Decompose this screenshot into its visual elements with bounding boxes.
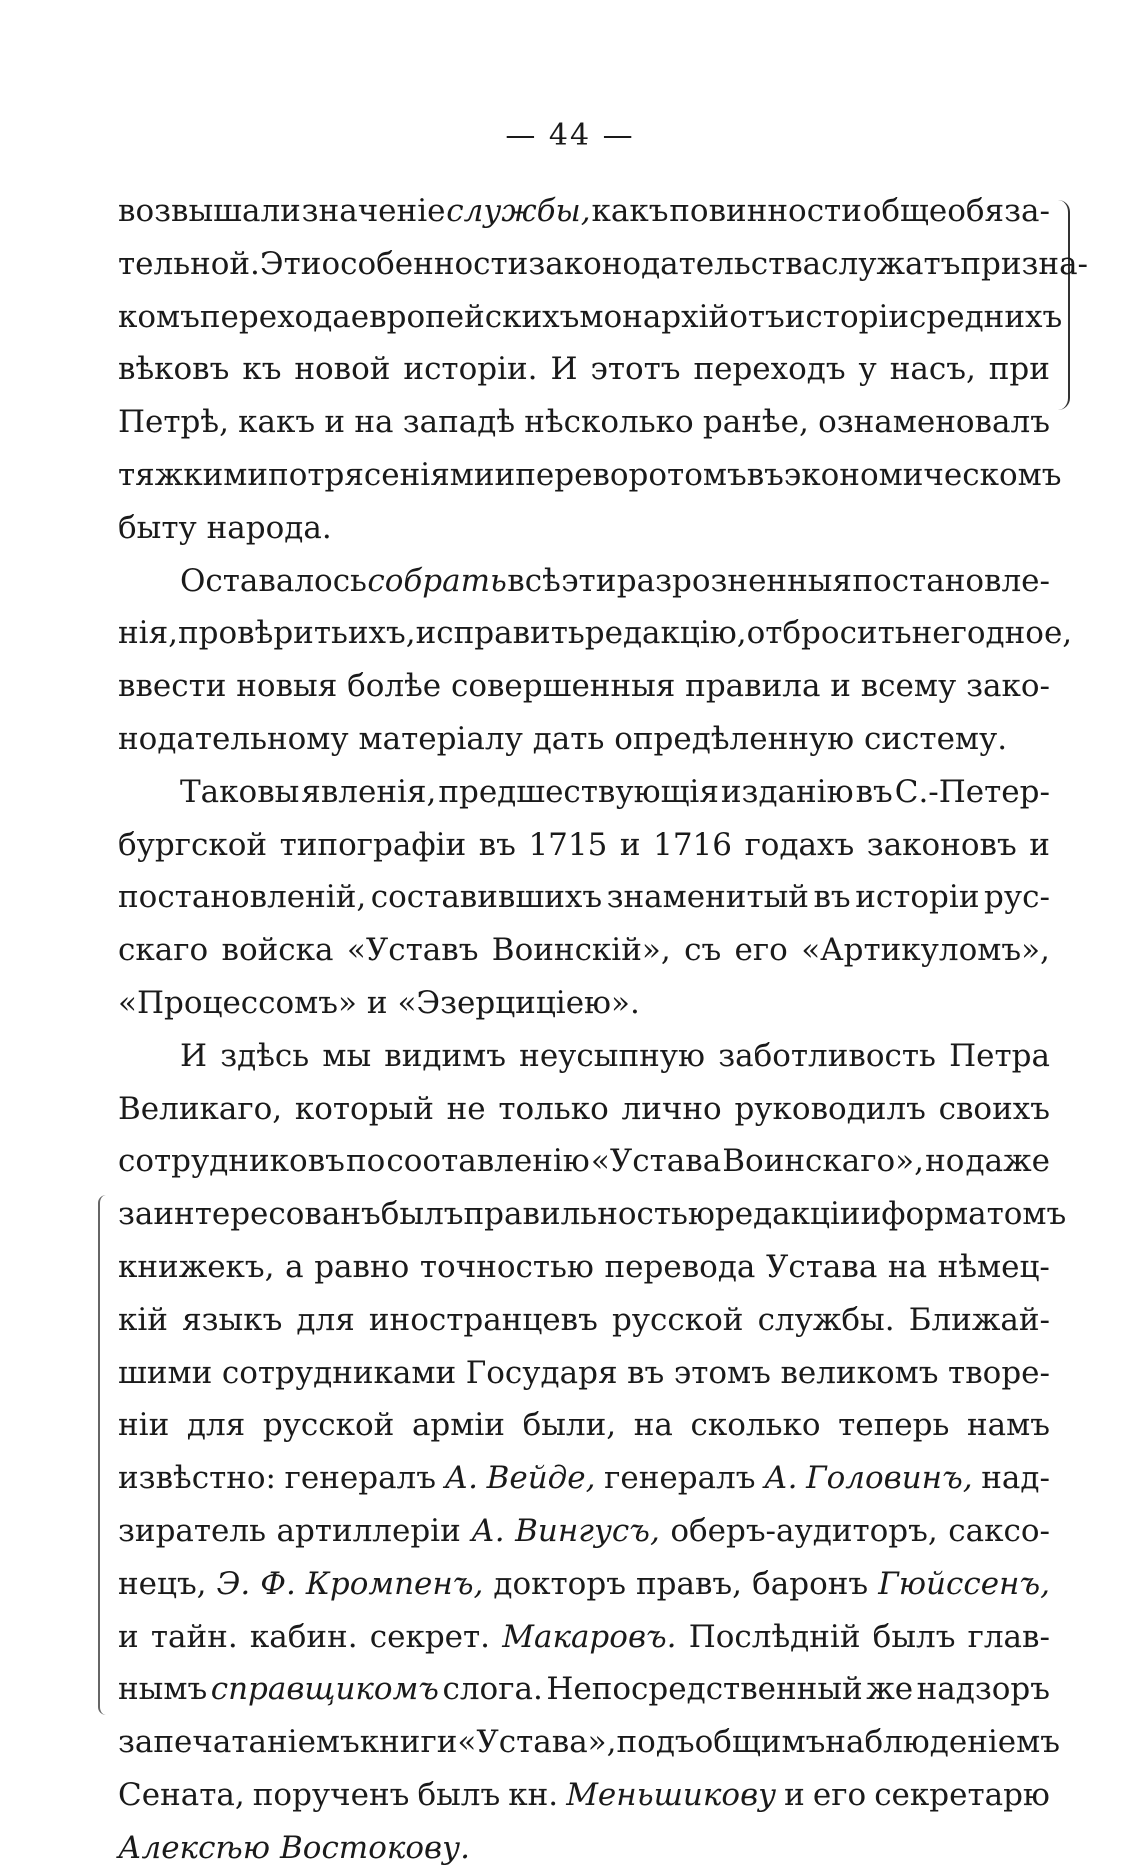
word: заботливость <box>718 1037 936 1074</box>
text-line <box>118 1452 1050 1505</box>
word: на <box>887 1248 928 1285</box>
word: здѣсь <box>220 1037 310 1074</box>
word: извѣстно: <box>118 1460 276 1497</box>
word: А. <box>444 1460 478 1497</box>
word: и <box>619 826 641 863</box>
word: «Артикуломъ», <box>801 932 1050 969</box>
word: Головинъ, <box>806 1460 973 1497</box>
word: «Процессомъ» <box>118 984 357 1021</box>
word: возвышали <box>118 193 301 229</box>
text-line <box>118 343 1050 396</box>
text-line <box>118 977 1050 1030</box>
word: 1715 <box>528 826 608 863</box>
text-line <box>118 502 1050 555</box>
word: Петрѣ, <box>118 404 229 441</box>
word: арміи <box>411 1407 505 1444</box>
word: для <box>296 1301 355 1338</box>
word: «Эзерциціею». <box>397 984 640 1021</box>
word: правъ, <box>635 1565 743 1602</box>
word: общимъ <box>694 1724 826 1761</box>
word: отбросить <box>746 615 912 652</box>
word: былъ <box>417 1776 501 1813</box>
word: творе- <box>948 1354 1050 1391</box>
word: заинтересованъ <box>118 1196 381 1233</box>
text-line <box>118 1611 1050 1664</box>
word: соотавленію <box>386 1143 590 1180</box>
word: оберъ-аудиторъ, <box>670 1512 938 1549</box>
word: систему. <box>864 720 1008 757</box>
word: ранѣе, <box>702 404 809 441</box>
word: въ <box>478 826 516 863</box>
word: ніи <box>118 1407 170 1444</box>
text-line <box>118 871 1050 924</box>
word: экономическомъ <box>783 456 1062 493</box>
word: переходъ <box>693 351 846 388</box>
word: этотъ <box>590 351 681 388</box>
word: кн. <box>508 1776 559 1813</box>
word: законодательства <box>528 245 822 282</box>
word: ввести <box>118 668 227 705</box>
word: Непосредственный <box>546 1671 863 1708</box>
text-line <box>118 291 1063 344</box>
word: его <box>812 1776 867 1813</box>
word: исправить <box>415 615 585 652</box>
word: своихъ <box>938 1090 1050 1127</box>
word: нѣмец- <box>937 1248 1050 1285</box>
word: Устава <box>765 1248 878 1285</box>
word: Сената, <box>118 1776 245 1813</box>
word: перехода <box>199 298 351 335</box>
word: артиллеріи <box>276 1512 461 1549</box>
word: постановленій, <box>118 879 367 916</box>
word: рус- <box>984 879 1050 916</box>
word: новыя <box>236 668 338 705</box>
word: монархій <box>579 298 730 335</box>
text-line <box>118 555 1050 608</box>
word: среднихъ <box>909 298 1063 335</box>
word: исторіи. <box>403 351 538 388</box>
word: Алексѣю <box>118 1829 271 1866</box>
word: совершенныя <box>450 668 676 705</box>
word: по <box>345 1143 386 1180</box>
word: знаменитый <box>606 879 809 916</box>
text-line <box>118 1822 1050 1875</box>
word: быту <box>118 509 197 546</box>
word: ознаменовалъ <box>818 404 1050 441</box>
text-line <box>118 1399 1050 1452</box>
word: форматомъ <box>881 1196 1067 1233</box>
word: сколько <box>690 1407 821 1444</box>
word: порученъ <box>252 1776 410 1813</box>
word: исторіи <box>855 879 980 916</box>
word: Послѣдній <box>688 1618 861 1655</box>
text-line <box>118 660 1050 713</box>
word: разрозненныя <box>616 562 852 599</box>
word: отъ <box>729 298 785 335</box>
word: надзоръ <box>916 1671 1050 1708</box>
text-line <box>118 449 1062 502</box>
word: новой <box>294 351 391 388</box>
word: Гюйссенъ, <box>878 1565 1050 1602</box>
word: и <box>494 456 516 493</box>
word: и <box>366 984 388 1021</box>
word: намъ <box>966 1407 1050 1444</box>
word: слога. <box>442 1671 543 1708</box>
word: явленія, <box>301 773 437 810</box>
word: видимъ <box>384 1037 506 1074</box>
word: и <box>1029 826 1050 863</box>
word: докторъ <box>493 1565 626 1602</box>
word: матеріалу <box>358 720 523 757</box>
word: войска <box>221 932 334 969</box>
word: и <box>860 1196 882 1233</box>
word: нымъ <box>118 1671 208 1708</box>
text-line <box>118 1294 1050 1347</box>
word: редакцію, <box>584 615 747 652</box>
word: провѣрить <box>178 615 348 652</box>
word: ихъ, <box>347 615 416 652</box>
word: а <box>285 1248 304 1285</box>
word: Э. <box>216 1565 251 1602</box>
word: службы. <box>757 1301 895 1338</box>
word: Государя <box>465 1354 618 1391</box>
word: составившихъ <box>370 879 603 916</box>
word: Ф. <box>260 1565 296 1602</box>
word: не <box>446 1090 486 1127</box>
word: къ <box>242 351 282 388</box>
word: служатъ <box>821 245 961 282</box>
word: особенности <box>321 245 529 282</box>
word: даже <box>965 1143 1050 1180</box>
text-line <box>118 1241 1050 1294</box>
body-text <box>118 185 1089 1875</box>
word: Востокову. <box>280 1829 470 1866</box>
word: равно <box>314 1248 410 1285</box>
word: Меньшикову <box>566 1776 777 1813</box>
word: Ближай- <box>908 1301 1050 1338</box>
word: правила <box>685 668 821 705</box>
word: въ <box>813 879 851 916</box>
text-line <box>118 1347 1050 1400</box>
word: баронъ <box>752 1565 869 1602</box>
word: общеобяза- <box>862 193 1050 229</box>
word: тельной. <box>118 245 260 282</box>
word: насъ, <box>889 351 976 388</box>
word: мы <box>322 1037 372 1074</box>
word: генералъ <box>604 1460 756 1497</box>
word: комъ <box>118 298 200 335</box>
margin-line-left <box>98 1195 106 1715</box>
word: 1716 <box>653 826 733 863</box>
word: секрет. <box>369 1618 491 1655</box>
word: перевода <box>604 1248 756 1285</box>
word: «Устава <box>590 1143 722 1180</box>
word: болѣе <box>347 668 442 705</box>
word: его <box>734 932 788 969</box>
word: точностью <box>419 1248 594 1285</box>
word: для <box>186 1407 246 1444</box>
word: потрясеніями <box>268 456 495 493</box>
word: дать <box>532 720 605 757</box>
word: и <box>784 1776 805 1813</box>
word: типографіи <box>279 826 467 863</box>
word: собрать <box>367 562 507 599</box>
text-line <box>118 1030 1050 1083</box>
text-line <box>118 766 1050 819</box>
word: европейскихъ <box>350 298 580 335</box>
word: Воинскаго», <box>722 1143 924 1180</box>
word: над- <box>981 1460 1050 1497</box>
word: въ <box>746 456 784 493</box>
text-line <box>118 1083 1050 1136</box>
word: какъ <box>591 193 669 229</box>
word: Воинскій», <box>491 932 671 969</box>
word: нѣсколько <box>524 404 694 441</box>
word: тайн. <box>150 1618 238 1655</box>
text-line <box>118 185 1050 238</box>
word: и <box>118 1618 139 1655</box>
word: тяжкими <box>118 456 269 493</box>
word: повинности <box>669 193 862 229</box>
word: русской <box>611 1301 744 1338</box>
word: на <box>633 1407 673 1444</box>
word: А. <box>471 1512 505 1549</box>
word: Кромпенъ, <box>305 1565 484 1602</box>
word: языкъ <box>182 1301 283 1338</box>
word: «Устава», <box>457 1724 617 1761</box>
word: теперь <box>838 1407 950 1444</box>
word: годахъ <box>744 826 855 863</box>
word: сотрудниками <box>221 1354 457 1391</box>
word: книги <box>359 1724 458 1761</box>
word: И <box>550 351 578 388</box>
word: И <box>180 1037 208 1074</box>
word: съ <box>684 932 722 969</box>
word: А. <box>764 1460 798 1497</box>
word: правильностью <box>463 1196 715 1233</box>
word: переворотомъ <box>515 456 747 493</box>
text-line <box>118 819 1050 872</box>
word: этомъ <box>673 1354 771 1391</box>
word: вѣковъ <box>118 351 230 388</box>
word: въ <box>627 1354 665 1391</box>
text-line <box>118 1188 1067 1241</box>
word: наблюденіемъ <box>825 1724 1060 1761</box>
word: Петра <box>949 1037 1050 1074</box>
word: руководилъ <box>734 1090 926 1127</box>
word: глав- <box>967 1618 1050 1655</box>
word: книжекъ, <box>118 1248 275 1285</box>
word: негодное, <box>911 615 1073 652</box>
word: иностранцевъ <box>368 1301 598 1338</box>
word: значеніе <box>301 193 446 229</box>
word: опредѣленную <box>614 720 855 757</box>
word: Таковы <box>180 773 300 810</box>
word: зако- <box>966 668 1050 705</box>
word: справщикомъ <box>210 1671 439 1708</box>
word: на <box>354 404 394 441</box>
word: неусыпную <box>519 1037 706 1074</box>
text-line <box>118 396 1050 449</box>
text-line <box>118 924 1050 977</box>
word: за <box>118 1724 154 1761</box>
word: нія, <box>118 615 178 652</box>
word: зиратель <box>118 1512 266 1549</box>
word: у <box>858 351 877 388</box>
word: секретарю <box>874 1776 1050 1813</box>
word: русской <box>262 1407 395 1444</box>
word: былъ <box>872 1618 956 1655</box>
word: народа. <box>206 509 332 546</box>
word: «Уставъ <box>346 932 479 969</box>
word: въ <box>855 773 893 810</box>
word: законовъ <box>866 826 1017 863</box>
word: нецъ, <box>118 1565 207 1602</box>
word: но <box>925 1143 965 1180</box>
word: всему <box>860 668 957 705</box>
word: великомъ <box>780 1354 939 1391</box>
word: генералъ <box>284 1460 436 1497</box>
word: исторіи <box>784 298 910 335</box>
word: Эти <box>259 245 322 282</box>
text-line <box>118 607 1073 660</box>
word: и <box>324 404 346 441</box>
word: Вейде, <box>486 1460 596 1497</box>
word: печатаніемъ <box>153 1724 360 1761</box>
text-line <box>118 713 1050 766</box>
word: были, <box>522 1407 617 1444</box>
word: подъ <box>616 1724 695 1761</box>
word: эти <box>561 562 617 599</box>
word: скаго <box>118 932 209 969</box>
word: всѣ <box>507 562 561 599</box>
word: который <box>294 1090 434 1127</box>
word: сотрудниковъ <box>118 1143 345 1180</box>
word: Макаровъ. <box>502 1618 677 1655</box>
word: призна- <box>960 245 1089 282</box>
word: редакціи <box>714 1196 861 1233</box>
word: Великаго, <box>118 1090 283 1127</box>
word: же <box>866 1671 914 1708</box>
word: и <box>830 668 851 705</box>
page-number: — 44 — <box>505 118 635 153</box>
word: службы, <box>446 193 591 229</box>
word: какъ <box>238 404 316 441</box>
word: саксо- <box>948 1512 1050 1549</box>
text-line <box>118 1135 1050 1188</box>
word: Оставалось <box>180 562 367 599</box>
word: западѣ <box>402 404 516 441</box>
text-line <box>118 1558 1050 1611</box>
word: лично <box>621 1090 722 1127</box>
word: кабин. <box>249 1618 358 1655</box>
word: предшествующія <box>438 773 719 810</box>
word: былъ <box>380 1196 464 1233</box>
word: при <box>988 351 1050 388</box>
text-line <box>118 1769 1050 1822</box>
word: только <box>498 1090 609 1127</box>
word: С.-Петер- <box>894 773 1050 810</box>
word: Вингусъ, <box>515 1512 660 1549</box>
text-line <box>118 1505 1050 1558</box>
word: кій <box>118 1301 168 1338</box>
text-line <box>118 1716 1060 1769</box>
text-line <box>118 1663 1050 1716</box>
text-line <box>118 238 1089 291</box>
word: нодательному <box>118 720 349 757</box>
word: бургской <box>118 826 268 863</box>
word: шими <box>118 1354 213 1391</box>
word: изданію <box>720 773 854 810</box>
word: постановле- <box>852 562 1050 599</box>
